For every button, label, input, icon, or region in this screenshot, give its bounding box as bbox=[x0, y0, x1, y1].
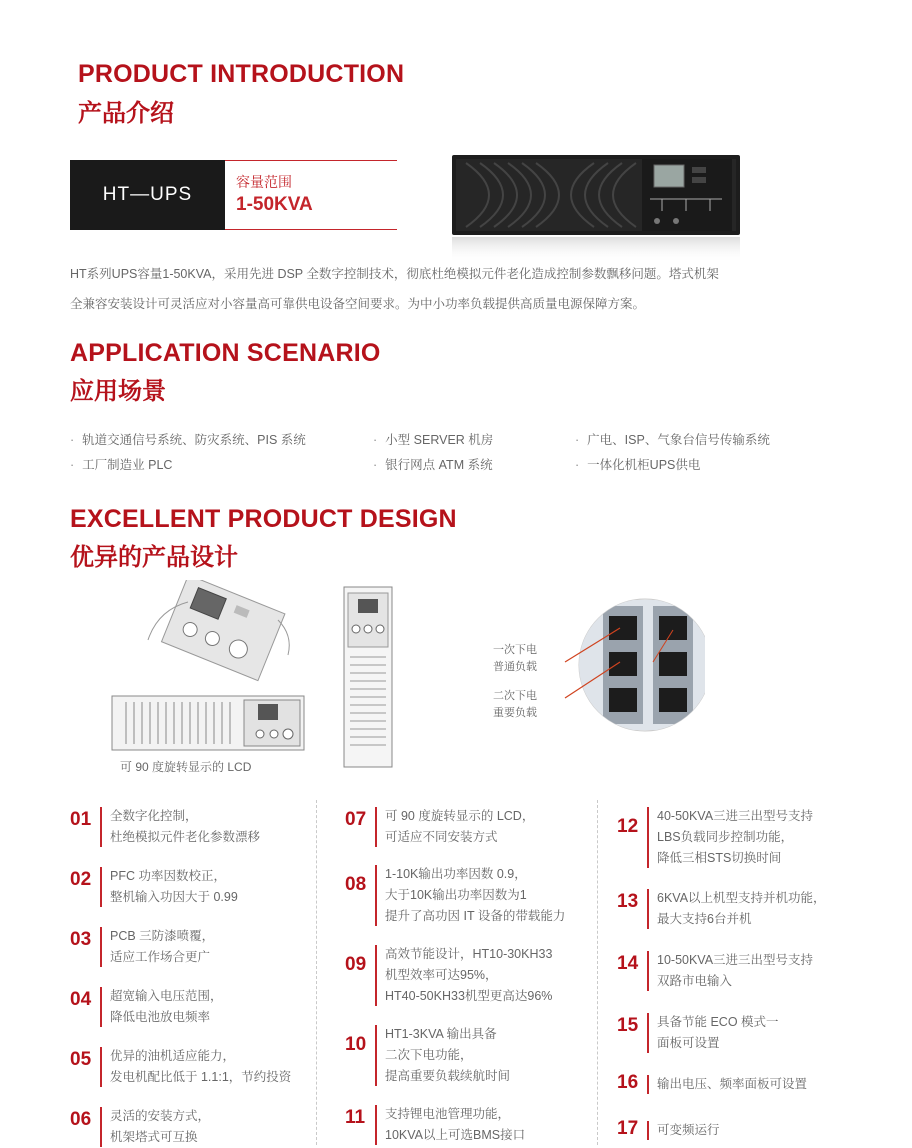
feature-divider-bar bbox=[375, 945, 377, 1006]
feature-text: 支持锂电池管理功能， 10KVA以上可选BMS接口 bbox=[385, 1107, 526, 1142]
feature-divider-bar bbox=[647, 1013, 649, 1053]
feature-divider-bar bbox=[375, 1105, 377, 1145]
rotating-lcd-illustration bbox=[108, 580, 338, 760]
ups-rack-unit-image bbox=[452, 155, 740, 263]
feature-number: 09 bbox=[345, 954, 367, 975]
feature-column-divider-1 bbox=[316, 800, 317, 1145]
intro-title-cn: 产品介绍 bbox=[78, 100, 174, 127]
feature-number: 05 bbox=[70, 1049, 92, 1070]
feature-divider-bar bbox=[100, 867, 102, 907]
feature-column-divider-2 bbox=[597, 800, 598, 1145]
tower-unit-illustration bbox=[340, 585, 396, 771]
capacity-label: 容量范围 bbox=[236, 174, 292, 190]
outlet-label-primary-line2: 普通负载 bbox=[493, 661, 537, 673]
intro-desc-line1: HT系列UPS容量1-50KVA，采用先进 DSP 全数字控制技术，彻底杜绝模拟元件老化造成控制参数飘移问题。塔式机架 bbox=[70, 267, 719, 281]
design-title-en: EXCELLENT PRODUCT DESIGN bbox=[70, 505, 457, 533]
feature-divider-bar bbox=[647, 1075, 649, 1094]
feature-text: 具备节能 ECO 模式一 面板可设置 bbox=[657, 1015, 779, 1050]
feature-number: 13 bbox=[617, 891, 639, 912]
model-badge bbox=[70, 160, 225, 230]
feature-number: 11 bbox=[345, 1107, 366, 1128]
feature-text: PCB 三防漆喷覆， 适应工作场合更广 bbox=[110, 929, 215, 964]
feature-divider-bar bbox=[100, 1107, 102, 1147]
scenario-item: · 工厂制造业 PLC bbox=[70, 455, 172, 473]
feature-divider-bar bbox=[100, 807, 102, 847]
feature-text: HT1-3KVA 输出具备 二次下电功能， 提高重要负载续航时间 bbox=[385, 1027, 511, 1083]
scenario-title-cn: 应用场景 bbox=[70, 378, 166, 405]
scenario-item: · 广电、ISP、气象台信号传输系统 bbox=[575, 430, 770, 448]
feature-text: 高效节能设计，HT10-30KH33 机型效率可达95%， HT40-50KH33机型更高达96% bbox=[385, 947, 553, 1003]
scenario-item: · 小型 SERVER 机房 bbox=[373, 430, 493, 448]
scenario-item: · 一体化机柜UPS供电 bbox=[575, 455, 700, 473]
feature-divider-bar bbox=[647, 951, 649, 991]
outlet-label-secondary-line2: 重要负载 bbox=[493, 707, 537, 719]
feature-divider-bar bbox=[647, 1121, 649, 1140]
feature-text: 全数字化控制， 杜绝模拟元件老化参数漂移 bbox=[110, 809, 261, 844]
design-title-cn: 优异的产品设计 bbox=[70, 544, 238, 571]
feature-number: 14 bbox=[617, 953, 639, 974]
feature-number: 03 bbox=[70, 929, 92, 950]
scenario-title-en: APPLICATION SCENARIO bbox=[70, 339, 381, 367]
feature-text: 优异的油机适应能力， 发电机配比低于 1.1:1，节约投资 bbox=[110, 1049, 292, 1084]
feature-number: 16 bbox=[617, 1072, 639, 1093]
outlet-panel-illustration bbox=[545, 590, 705, 740]
feature-divider-bar bbox=[375, 865, 377, 926]
feature-number: 15 bbox=[617, 1015, 639, 1036]
feature-text: PFC 功率因数校正， 整机输入功因大于 0.99 bbox=[110, 869, 238, 904]
feature-text: 10-50KVA三进三出型号支持 双路市电输入 bbox=[657, 953, 814, 988]
feature-number: 04 bbox=[70, 989, 92, 1010]
feature-text: 可 90 度旋转显示的 LCD， 可适应不同安装方式 bbox=[385, 809, 535, 844]
feature-text: 超宽输入电压范围， 降低电池放电频率 bbox=[110, 989, 223, 1024]
feature-divider-bar bbox=[375, 1025, 377, 1086]
capacity-value: 1-50KVA bbox=[236, 194, 313, 215]
scenario-item: · 轨道交通信号系统、防灾系统、PIS 系统 bbox=[70, 430, 306, 448]
feature-number: 02 bbox=[70, 869, 92, 890]
outlet-label-primary bbox=[493, 642, 537, 676]
feature-number: 06 bbox=[70, 1109, 92, 1130]
intro-title-en: PRODUCT INTRODUCTION bbox=[78, 60, 405, 88]
feature-divider-bar bbox=[647, 889, 649, 929]
model-name: HT—UPS bbox=[102, 184, 193, 205]
intro-desc-line2: 全兼容安装设计可灵活应对小容量高可靠供电设备空间要求。为中小功率负载提供高质量电源保障方案。 bbox=[70, 297, 646, 311]
feature-text: 1-10K输出功率因数 0.9， 大于10K输出功率因数为1 提升了高功因 IT 设备的带载能力 bbox=[385, 867, 566, 923]
feature-divider-bar bbox=[100, 927, 102, 967]
outlet-label-secondary bbox=[493, 688, 537, 722]
feature-divider-bar bbox=[100, 1047, 102, 1087]
feature-divider-bar bbox=[100, 987, 102, 1027]
outlet-label-secondary-line1: 二次下电 bbox=[493, 690, 537, 702]
feature-number: 12 bbox=[617, 816, 639, 837]
feature-text: 6KVA以上机型支持并机功能， 最大支持6台并机 bbox=[657, 891, 826, 926]
feature-number: 10 bbox=[345, 1034, 367, 1055]
feature-divider-bar bbox=[375, 807, 377, 847]
feature-number: 01 bbox=[70, 809, 92, 830]
outlet-label-primary-line1: 一次下电 bbox=[493, 644, 537, 656]
feature-number: 17 bbox=[617, 1118, 639, 1139]
feature-text: 灵活的安装方式， 机架塔式可互换 bbox=[110, 1109, 211, 1144]
feature-number: 07 bbox=[345, 809, 367, 830]
feature-text: 40-50KVA三进三出型号支持 LBS负载同步控制功能， 降低三相STS切换时间 bbox=[657, 809, 814, 865]
feature-text: 输出电压、频率面板可设置 bbox=[657, 1077, 808, 1091]
feature-divider-bar bbox=[647, 807, 649, 868]
lcd-caption: 可 90 度旋转显示的 LCD bbox=[120, 760, 252, 774]
scenario-item: · 银行网点 ATM 系统 bbox=[373, 455, 493, 473]
feature-number: 08 bbox=[345, 874, 367, 895]
feature-text: 可变频运行 bbox=[657, 1123, 720, 1137]
